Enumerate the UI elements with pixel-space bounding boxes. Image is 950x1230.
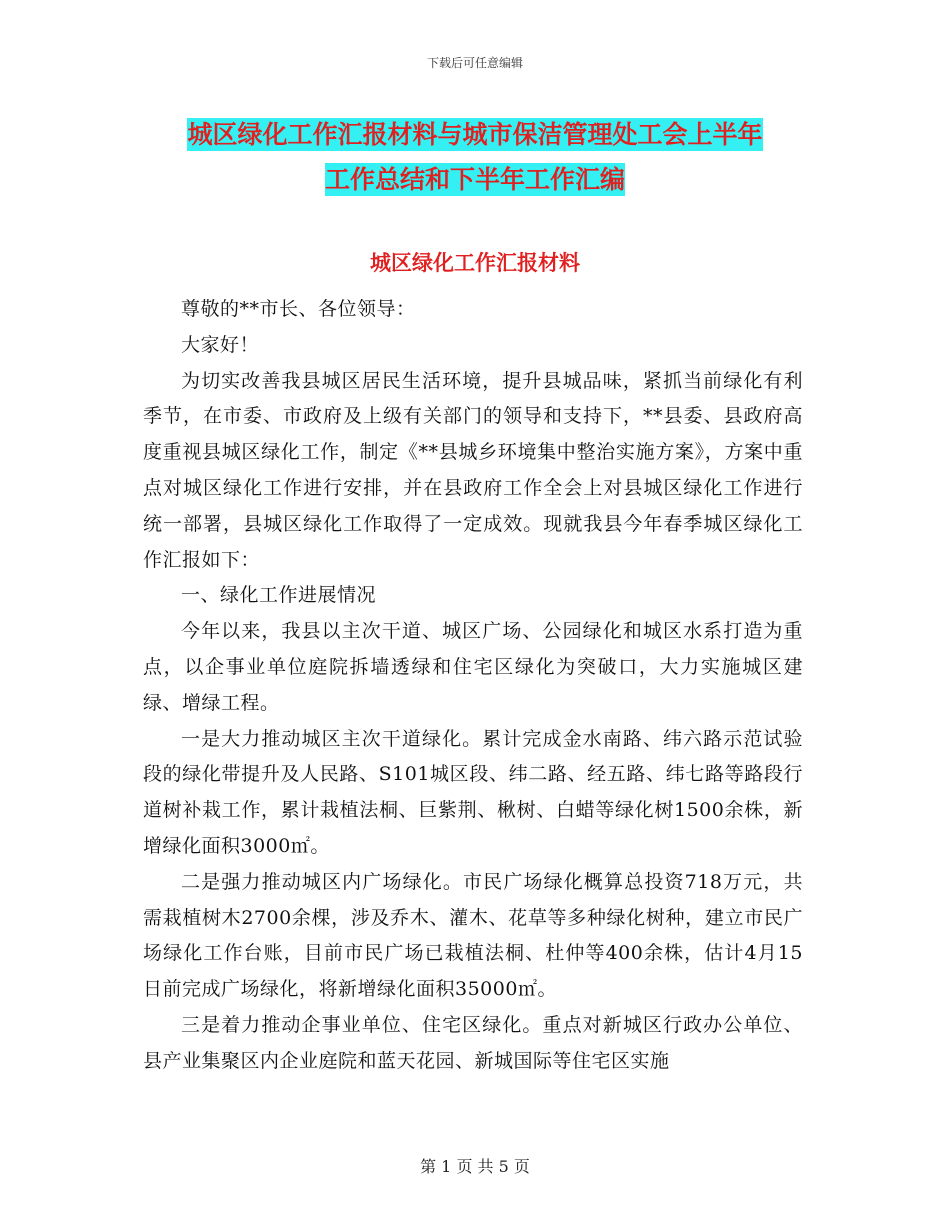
section-heading-1: 一、绿化工作进展情况 — [181, 584, 377, 607]
paragraph-intro: 为切实改善我县城区居民生活环境，提升县城品味，紧抓当前绿化有利季节，在市委、市政府及上级有关部门的领导和支持下，**县委、县政府高度重视县城区绿化工作，制定《**县城乡环境集中整治实施方案》，方案中重点对城区绿化工作进行安排，并在县政府工作全会上对县城区绿化工作进行统一部署，县城区绿化工作取得了一定成效。现就我县今年春季城区绿化工作汇报如下： — [143, 369, 803, 571]
paragraph-units: 三是着力推动企事业单位、住宅区绿化。重点对新城区行政办公单位、县产业集聚区内企业庭院和蓝天花园、新城国际等住宅区实施 — [143, 1013, 803, 1072]
salutation: 尊敬的**市长、各位领导： — [181, 298, 416, 320]
section-title: 城区绿化工作汇报材料 — [370, 251, 580, 275]
page-footer: 第 1 页 共 5 页 — [420, 1157, 530, 1176]
header-note: 下载后可任意编辑 — [426, 56, 523, 70]
paragraph-square: 二是强力推动城区内广场绿化。市民广场绿化概算总投资718万元，共需栽植树木2700余棵，涉及乔木、灌木、花草等多种绿化树种，建立市民广场绿化工作台账，目前市民广场已栽植法桐、杜仲等400余株，估计4月15日前完成广场绿化，将新增绿化面积35000㎡。 — [143, 870, 803, 1001]
title-line-2: 工作总结和下半年工作汇编 — [324, 165, 625, 194]
greeting: 大家好！ — [181, 333, 260, 356]
document-title — [0, 112, 950, 202]
body-text — [143, 292, 803, 1080]
title-line-1: 城区绿化工作汇报材料与城市保洁管理处工会上半年 — [187, 120, 763, 149]
paragraph-overview: 今年以来，我县以主次干道、城区广场、公园绿化和城区水系打造为重点，以企事业单位庭院拆墙透绿和住宅区绿化为突破口，大力实施城区建绿、增绿工程。 — [143, 620, 803, 714]
paragraph-roads: 一是大力推动城区主次干道绿化。累计完成金水南路、纬六路示范试验段的绿化带提升及人民路、S101城区段、纬二路、经五路、纬七路等路段行道树补栽工作，累计栽植法桐、巨紫荆、楸树、白蜡等绿化树1500余株，新增绿化面积3000㎡。 — [143, 727, 803, 857]
